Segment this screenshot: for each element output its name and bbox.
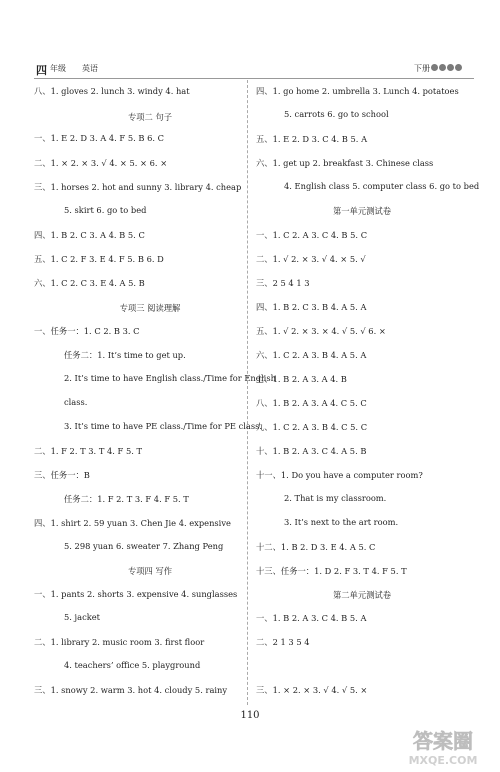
answer-line: 5. carrots 6. go to school [284,109,389,119]
answer-line: 五、1. E 2. D 3. C 4. B 5. A [256,134,368,144]
answer-line: 4. English class 5. computer class 6. go to bed [284,181,480,191]
answer-line: 一、1. C 2. A 3. C 4. B 5. C [256,230,368,240]
subject-label: 英语 [82,64,98,73]
answer-line: 三、任务一：B [34,470,90,480]
answer-line: 六、1. C 2. C 3. E 4. A 5. B [34,278,145,288]
dot-3 [447,64,454,71]
answer-line: 十、1. B 2. A 3. C 4. A 5. B [256,446,367,456]
grade-unit: 年级 [50,64,66,73]
answer-line: 四、1. B 2. C 3. B 4. A 5. A [256,302,367,312]
watermark-bottom-text: MXQE.COM [408,754,478,767]
answer-line: 四、1. shirt 2. 59 yuan 3. Chen Jie 4. expensive [34,518,231,528]
answer-line: 5. skirt 6. go to bed [64,205,147,215]
answer-line: 八、1. B 2. A 3. A 4. C 5. C [256,398,367,408]
answer-line: 4. teachers’ office 5. playground [64,660,201,670]
column-divider [247,80,248,705]
answer-line: 一、1. E 2. D 3. A 4. F 5. B 6. C [34,133,165,143]
answer-line: 二、1. F 2. T 3. T 4. F 5. T [34,446,143,456]
answer-line: 四、1. B 2. C 3. A 4. B 5. C [34,230,145,240]
answer-line: 四、1. go home 2. umbrella 3. Lunch 4. potatoes [256,86,459,96]
answer-line: 八、1. gloves 2. lunch 3. windy 4. hat [34,86,190,96]
term-label: 下册 [414,64,430,73]
answer-line: 二、1. library 2. music room 3. first floor [34,637,205,647]
section-heading: 专项四 写作 [127,566,173,576]
answer-line: 三、1. × 2. × 3. √ 4. √ 5. × [256,685,368,695]
answer-line: 2. It’s time to have English class./Time for English [64,373,276,383]
grade-number: 四 [36,64,47,77]
answer-line: 3. It’s time to have PE class./Time for PE class. [64,421,263,431]
answer-line: 一、1. B 2. A 3. C 4. B 5. A [256,613,367,623]
answer-line: 5. 298 yuan 6. sweater 7. Zhang Peng [64,541,224,551]
answer-line: 二、1. × 2. × 3. √ 4. × 5. × 6. × [34,158,168,168]
answer-line: 十一、1. Do you have a computer room? [256,470,423,480]
section-heading: 专项二 句子 [127,112,173,122]
answer-line: 六、1. get up 2. breakfast 3. Chinese class [256,158,434,168]
answer-line: 三、2 5 4 1 3 [256,278,310,288]
section-heading: 第二单元测试卷 [332,590,392,600]
watermark-logo [397,726,489,768]
answer-line: 5. jacket [64,612,100,622]
watermark-top-text: 答案圈 [413,729,473,753]
answer-line: 三、1. snowy 2. warm 3. hot 4. cloudy 5. rainy [34,685,228,695]
answer-line: 十三、任务一：1. D 2. F 3. T 4. F 5. T [256,566,407,576]
answer-line: 任务二：1. F 2. T 3. F 4. F 5. T [64,494,189,504]
page-header [34,62,474,78]
answer-line: 二、1. √ 2. × 3. √ 4. × 5. √ [256,254,366,264]
answer-line: 三、1. horses 2. hot and sunny 3. library 4. cheap [34,182,242,192]
section-heading: 专项三 阅读理解 [119,303,181,313]
answer-line: 九、1. C 2. A 3. B 4. C 5. C [256,422,368,432]
section-heading: 第一单元测试卷 [332,206,392,216]
answer-line: 任务二：1. It’s time to get up. [64,350,186,360]
answer-line: 一、任务一：1. C 2. B 3. C [34,326,140,336]
answer-line: class. [64,397,88,407]
answer-line: 二、2 1 3 5 4 [256,637,310,647]
dot-1 [431,64,438,71]
page-number: 110 [240,710,260,721]
header-rule [34,78,474,79]
decorative-dots [431,64,462,71]
answer-line: 六、1. C 2. A 3. B 4. A 5. A [256,350,367,360]
dot-4 [455,64,462,71]
answer-line: 十二、1. B 2. D 3. E 4. A 5. C [256,542,376,552]
dot-2 [439,64,446,71]
answer-line: 3. It’s next to the art room. [284,517,399,527]
answer-line: 2. That is my classroom. [284,493,387,503]
answer-line: 五、1. √ 2. × 3. × 4. √ 5. √ 6. × [256,326,386,336]
answer-line: 五、1. C 2. F 3. E 4. F 5. B 6. D [34,254,164,264]
answer-line: 一、1. pants 2. shorts 3. expensive 4. sunglasses [34,589,238,599]
answer-line: 七、1. B 2. A 3. A 4. B [256,374,347,384]
